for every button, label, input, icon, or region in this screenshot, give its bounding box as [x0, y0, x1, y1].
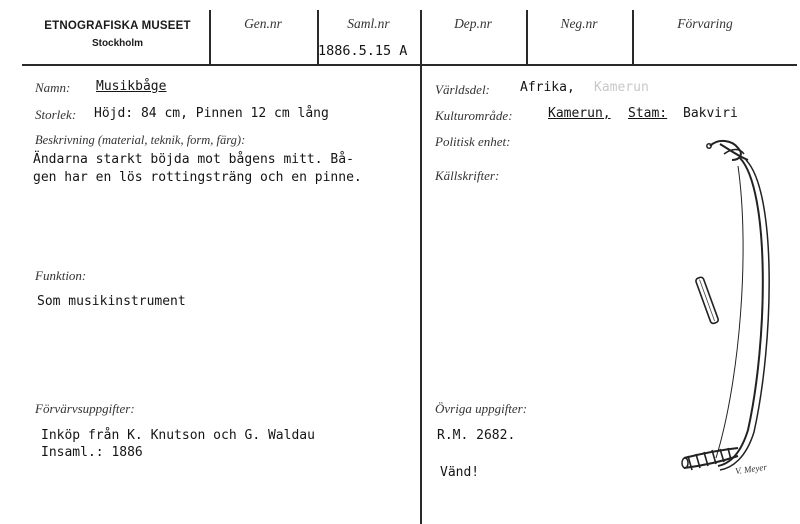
beskrivning-line-1: Ändarna starkt böjda mot bågens mitt. Bå- [33, 152, 354, 167]
varldsdel-value: Afrika, [520, 80, 575, 95]
varldsdel-faded: Kamerun [594, 80, 649, 95]
namn-label: Namn: [35, 80, 71, 95]
kultur-value-3: Bakviri [683, 106, 738, 121]
politisk-label: Politisk enhet: [435, 134, 511, 149]
vand-note: Vänd! [440, 465, 480, 480]
kallskrifter-label: Källskrifter: [435, 168, 500, 183]
header-rule [22, 64, 797, 66]
storlek-label: Storlek: [35, 107, 77, 122]
musical-bow-drawing [640, 130, 790, 490]
kultur-label: Kulturområde: [435, 108, 513, 123]
center-divider [420, 64, 422, 524]
artist-signature: V. Meyer [734, 461, 768, 477]
beskrivning-label: Beskrivning (material, teknik, form, färg): [35, 133, 246, 147]
col-dep-header: Dep.nr [454, 16, 492, 31]
col-gen-header: Gen.nr [244, 16, 282, 31]
namn-value: Musikbåge [96, 79, 167, 94]
saml-number: 1886.5.15 A [318, 43, 408, 59]
ovriga-value: R.M. 2682. [437, 428, 516, 443]
museum-city: Stockholm [91, 38, 144, 49]
ovriga-label: Övriga uppgifter: [435, 401, 528, 416]
storlek-value: Höjd: 84 cm, Pinnen 12 cm lång [94, 106, 329, 121]
kultur-value-2: Stam: [628, 106, 668, 121]
forvarv-line-2: Insaml.: 1886 [41, 445, 143, 460]
col-forvaring-header: Förvaring [677, 16, 733, 31]
kultur-value-1: Kamerun, [548, 106, 611, 121]
col-neg-header: Neg.nr [560, 16, 598, 31]
forvarv-label: Förvärvsuppgifter: [35, 401, 135, 416]
museum-name: ETNOGRAFISKA MUSEET [44, 20, 191, 32]
funktion-label: Funktion: [35, 268, 87, 283]
beskrivning-line-2: gen har en lös rottingsträng och en pinne. [33, 170, 362, 185]
forvarv-line-1: Inköp från K. Knutson och G. Waldau [41, 428, 315, 443]
col-saml-header: Saml.nr [347, 16, 390, 31]
funktion-value: Som musikinstrument [37, 294, 186, 309]
varldsdel-label: Världsdel: [435, 82, 490, 97]
